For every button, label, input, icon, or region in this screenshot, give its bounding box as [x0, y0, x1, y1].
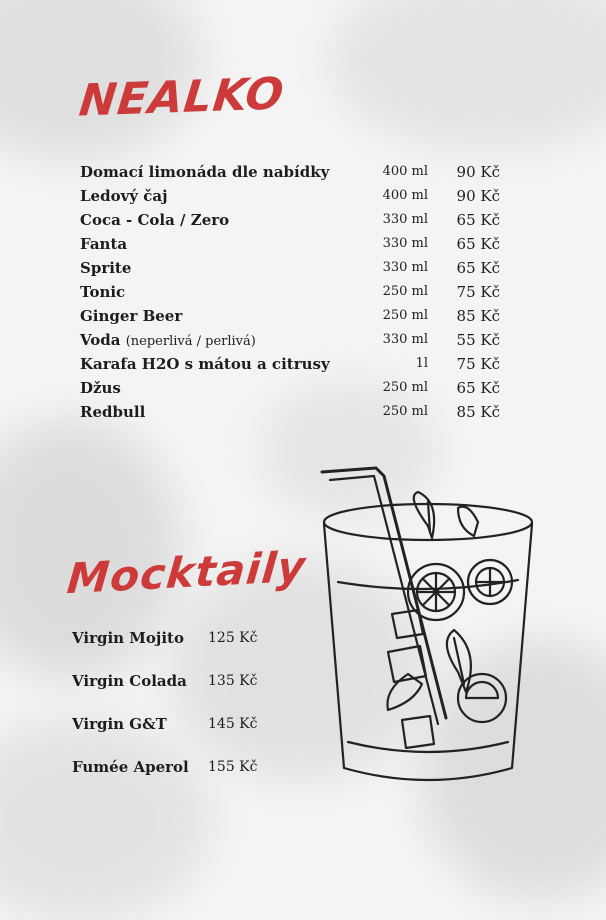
item-name-text: Redbull	[80, 403, 146, 421]
item-name-text: Karafa H2O s mátou a citrusy	[80, 355, 330, 373]
mocktail-item	[72, 753, 272, 796]
item-volume: 330 ml	[382, 236, 428, 251]
item-price: 85 Kč	[456, 307, 500, 325]
menu-item	[80, 208, 500, 232]
mocktail-name: Virgin G&T	[72, 715, 167, 733]
item-volume: 400 ml	[382, 164, 428, 179]
item-volume: 250 ml	[382, 404, 428, 419]
item-volume: 330 ml	[382, 212, 428, 227]
item-price: 65 Kč	[456, 235, 500, 253]
item-name-text: Coca - Cola / Zero	[80, 211, 230, 229]
item-volume: 330 ml	[382, 332, 428, 347]
item-name-text: Voda	[80, 331, 121, 349]
nealko-list	[80, 160, 500, 424]
item-name-text: Ledový čaj	[80, 187, 168, 205]
item-name	[80, 232, 127, 256]
item-name	[80, 328, 256, 354]
menu-item	[80, 232, 500, 256]
item-price: 90 Kč	[456, 163, 500, 181]
mocktail-item	[72, 667, 272, 710]
item-name-text: Domací limonáda dle nabídky	[80, 163, 330, 181]
item-name	[80, 280, 125, 304]
mocktail-price: 135 Kč	[208, 673, 258, 689]
menu-item	[80, 256, 500, 280]
menu-item	[80, 328, 500, 352]
item-price: 55 Kč	[456, 331, 500, 349]
item-price: 75 Kč	[456, 355, 500, 373]
mocktail-name: Virgin Colada	[72, 672, 187, 690]
mocktail-price: 145 Kč	[208, 716, 258, 732]
item-price: 90 Kč	[456, 187, 500, 205]
item-price: 65 Kč	[456, 259, 500, 277]
item-name	[80, 400, 145, 424]
item-note: (neperlivá / perlivá)	[125, 334, 256, 349]
item-name	[80, 352, 330, 376]
mocktaily-heading: Mocktaily	[65, 541, 308, 604]
mocktail-price: 155 Kč	[208, 759, 258, 775]
menu-item	[80, 304, 500, 328]
item-name	[80, 256, 131, 280]
item-name-text: Džus	[80, 379, 121, 397]
item-name	[80, 376, 121, 400]
mocktail-price: 125 Kč	[208, 630, 258, 646]
item-price: 65 Kč	[456, 379, 500, 397]
mocktail-item	[72, 624, 272, 667]
item-volume: 250 ml	[382, 284, 428, 299]
item-price: 65 Kč	[456, 211, 500, 229]
menu-item	[80, 184, 500, 208]
item-volume: 250 ml	[382, 380, 428, 395]
item-name	[80, 184, 168, 208]
item-name	[80, 208, 229, 232]
item-volume: 330 ml	[382, 260, 428, 275]
item-price: 75 Kč	[456, 283, 500, 301]
item-name-text: Ginger Beer	[80, 307, 183, 325]
item-name-text: Fanta	[80, 235, 128, 253]
mocktaily-list	[72, 624, 272, 796]
mocktail-name: Virgin Mojito	[72, 629, 184, 647]
smoke-background	[330, 0, 606, 150]
mocktail-item	[72, 710, 272, 753]
cocktail-glass-icon	[318, 462, 540, 802]
item-name-text: Tonic	[80, 283, 126, 301]
menu-item	[80, 280, 500, 304]
mocktail-name: Fumée Aperol	[72, 758, 189, 776]
nealko-heading: NEALKO	[76, 68, 287, 127]
menu-item	[80, 352, 500, 376]
menu-item	[80, 160, 500, 184]
item-volume: 1l	[415, 356, 428, 371]
item-volume: 400 ml	[382, 188, 428, 203]
menu-item	[80, 376, 500, 400]
item-price: 85 Kč	[456, 403, 500, 421]
item-name	[80, 304, 182, 328]
item-volume: 250 ml	[382, 308, 428, 323]
item-name-text: Sprite	[80, 259, 132, 277]
menu-item	[80, 400, 500, 424]
item-name	[80, 160, 329, 184]
